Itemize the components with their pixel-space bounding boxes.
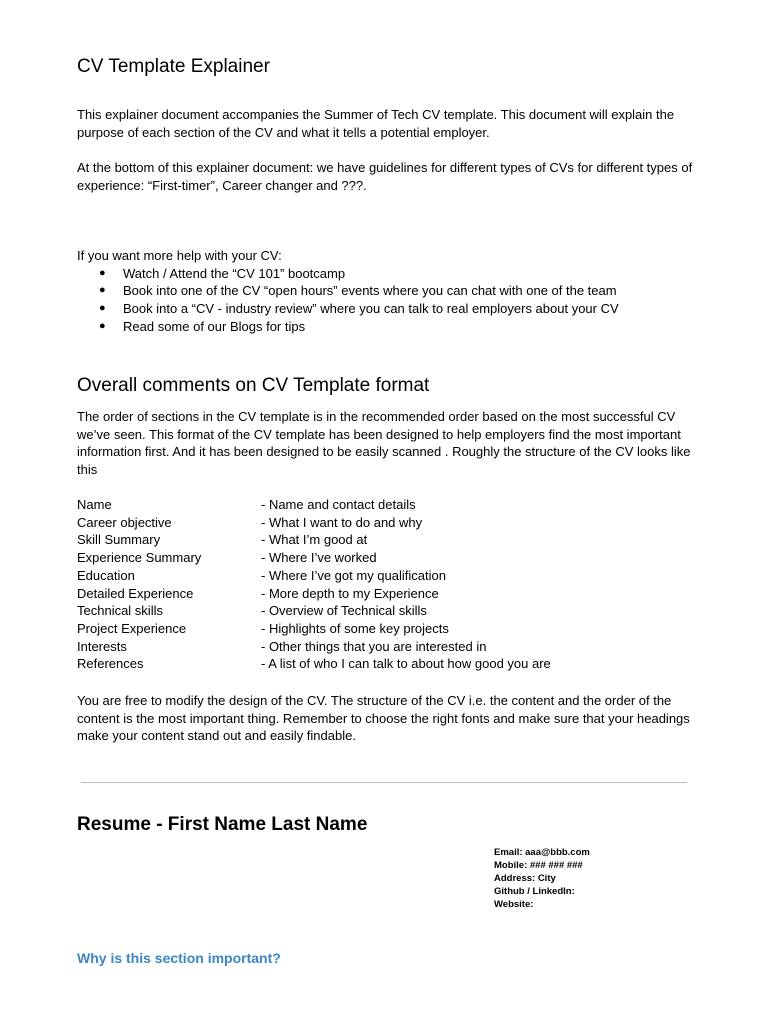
overall-heading: Overall comments on CV Template format xyxy=(77,375,430,396)
structure-table xyxy=(77,496,697,673)
list-item: ● Watch / Attend the “CV 101” bootcamp xyxy=(99,265,346,281)
contact-website: Website: xyxy=(494,899,534,910)
table-row: Detailed Experience - More depth to my Experience xyxy=(77,585,439,601)
contact-mobile: Mobile: ### ### ### xyxy=(494,860,583,871)
resume-title: Resume - First Name Last Name xyxy=(77,814,368,835)
list-item: ● Read some of our Blogs for tips xyxy=(99,318,306,334)
table-row: Project Experience - Highlights of some key projects xyxy=(77,620,449,636)
bullet-icon: ● xyxy=(99,319,106,332)
bullet-icon: ● xyxy=(99,302,106,315)
table-row: References - A list of who I can talk to about how good you are xyxy=(77,656,551,672)
contact-email: Email: aaa@bbb.com xyxy=(494,847,590,858)
list-item: ● Book into a “CV - industry review” where you can talk to real employers about your CV xyxy=(99,301,619,317)
bullet-icon: ● xyxy=(99,284,106,297)
table-row: Interests - Other things that you are interested in xyxy=(77,638,487,654)
help-list xyxy=(77,265,697,336)
section-divider xyxy=(81,782,687,783)
table-row: Technical skills - Overview of Technical skills xyxy=(77,603,427,619)
intro-paragraph: This explainer document accompanies the Summer of Tech CV template. This document will explain the purpose of each section of the CV and what it tells a potential employer. xyxy=(77,107,675,140)
table-row: Skill Summary - What I’m good at xyxy=(77,532,368,548)
list-item: ● Book into one of the CV “open hours” events where you can chat with one of the team xyxy=(99,283,617,299)
why-section-heading: Why is this section important? xyxy=(77,950,281,966)
guidelines-paragraph: At the bottom of this explainer document: we have guidelines for different types of CVs for different types of experience: “First-timer”, Career changer and ???. xyxy=(77,160,693,193)
bullet-icon: ● xyxy=(99,266,106,279)
table-row: Name - Name and contact details xyxy=(77,497,416,512)
table-row: Education - Where I’ve got my qualification xyxy=(77,567,446,583)
table-row: Experience Summary - Where I’ve worked xyxy=(77,550,377,566)
closing-paragraph: You are free to modify the design of the CV. The structure of the CV i.e. the content and the order of the content is the most important thing. Remember to choose the right fonts and make sure that your headings make your content stand out and easily findable. xyxy=(77,693,690,744)
contact-block xyxy=(494,846,590,911)
overall-paragraph: The order of sections in the CV template is in the recommended order based on the most successful CV we’ve seen. This format of the CV template has been designed to help employers find the most important information first. And it has been designed to be easily scanned . Roughly the structure of the CV looks like this xyxy=(77,409,691,478)
table-row: Career objective - What I want to do and why xyxy=(77,514,423,530)
help-section xyxy=(77,247,697,336)
help-lead: If you want more help with your CV: xyxy=(77,248,282,263)
contact-address: Address: City xyxy=(494,873,556,884)
contact-github-linkedin: Github / LinkedIn: xyxy=(494,886,575,897)
document-title: CV Template Explainer xyxy=(77,56,270,77)
